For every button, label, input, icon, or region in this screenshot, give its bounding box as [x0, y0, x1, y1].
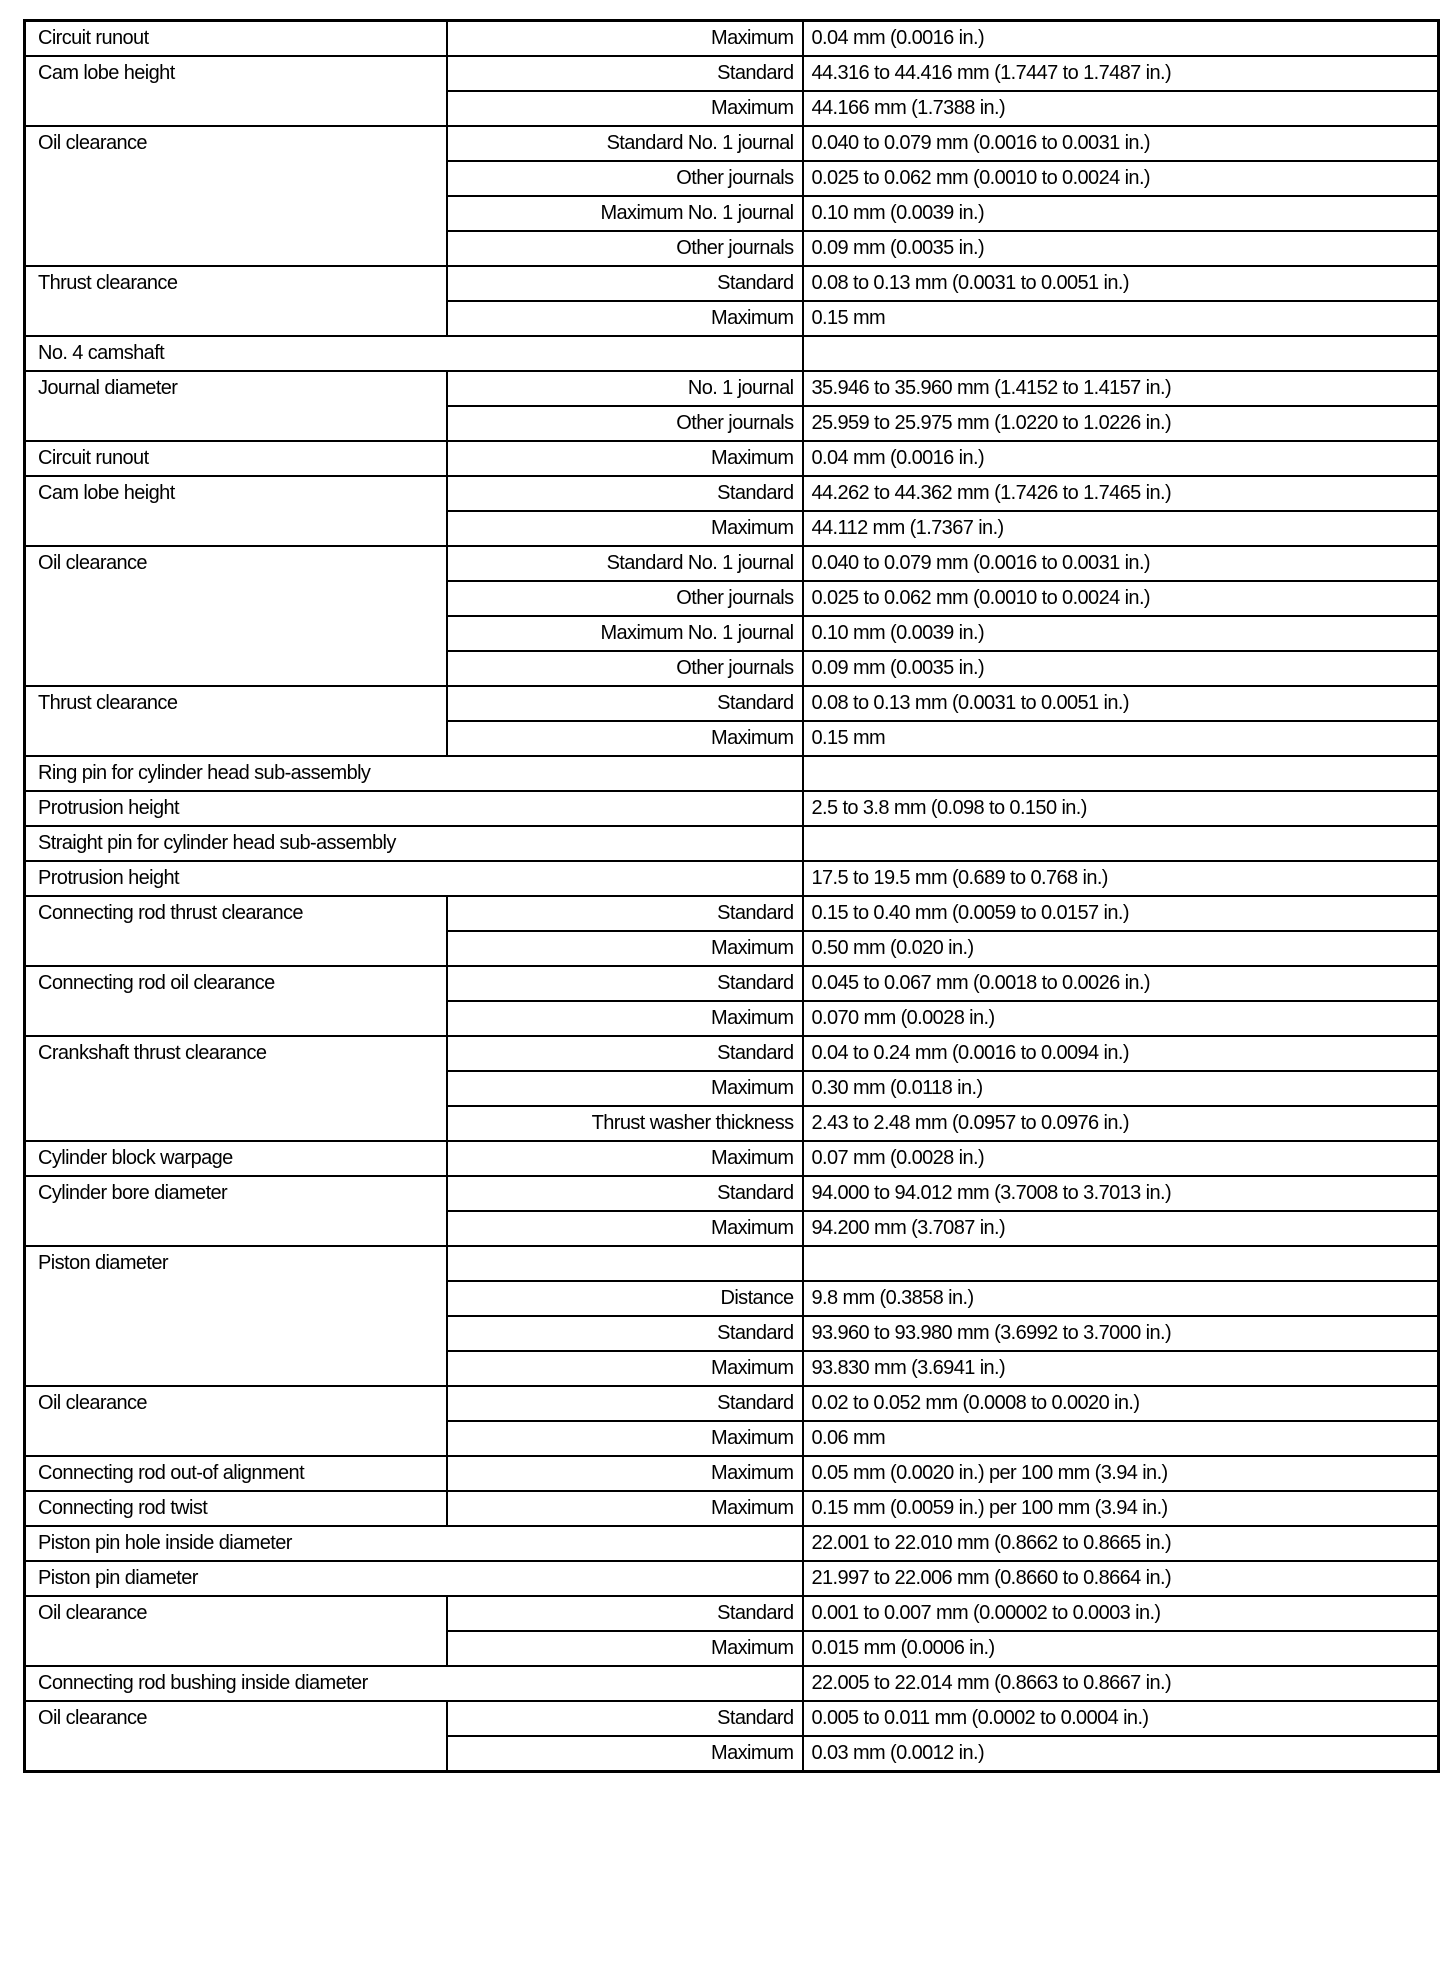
- spec-value: 0.001 to 0.007 mm (0.00002 to 0.0003 in.): [803, 1596, 1439, 1631]
- spec-value: 22.005 to 22.014 mm (0.8663 to 0.8667 in.): [803, 1666, 1439, 1701]
- spec-item-label: Cam lobe height: [25, 56, 447, 126]
- table-row: [25, 1561, 1439, 1596]
- spec-item-label: Piston diameter: [25, 1246, 447, 1386]
- spec-condition: Maximum: [447, 441, 803, 476]
- spec-value: 0.10 mm (0.0039 in.): [803, 616, 1439, 651]
- spec-value: 0.06 mm: [803, 1421, 1439, 1456]
- spec-condition: Standard: [447, 686, 803, 721]
- spec-condition: Standard No. 1 journal: [447, 546, 803, 581]
- spec-value: 0.03 mm (0.0012 in.): [803, 1736, 1439, 1772]
- spec-condition: Maximum: [447, 1421, 803, 1456]
- spec-value: 0.50 mm (0.020 in.): [803, 931, 1439, 966]
- spec-condition: Standard: [447, 266, 803, 301]
- table-row: [25, 336, 1439, 371]
- spec-value: 94.000 to 94.012 mm (3.7008 to 3.7013 in.): [803, 1176, 1439, 1211]
- table-row: [25, 56, 1439, 91]
- spec-item-label: Journal diameter: [25, 371, 447, 441]
- spec-value: 0.15 mm (0.0059 in.) per 100 mm (3.94 in.): [803, 1491, 1439, 1526]
- spec-condition: Other journals: [447, 231, 803, 266]
- table-row: [25, 1386, 1439, 1421]
- spec-value: 25.959 to 25.975 mm (1.0220 to 1.0226 in.): [803, 406, 1439, 441]
- spec-item-label: Cylinder bore diameter: [25, 1176, 447, 1246]
- table-row: [25, 1036, 1439, 1071]
- spec-item-label: Ring pin for cylinder head sub-assembly: [25, 756, 803, 791]
- spec-condition: Standard: [447, 1316, 803, 1351]
- spec-value: 0.05 mm (0.0020 in.) per 100 mm (3.94 in.): [803, 1456, 1439, 1491]
- spec-value: 44.166 mm (1.7388 in.): [803, 91, 1439, 126]
- spec-value: 0.02 to 0.052 mm (0.0008 to 0.0020 in.): [803, 1386, 1439, 1421]
- spec-value: 17.5 to 19.5 mm (0.689 to 0.768 in.): [803, 861, 1439, 896]
- spec-value: 0.08 to 0.13 mm (0.0031 to 0.0051 in.): [803, 266, 1439, 301]
- spec-item-label: Connecting rod thrust clearance: [25, 896, 447, 966]
- spec-condition: Maximum: [447, 721, 803, 756]
- spec-value: [803, 1246, 1439, 1281]
- spec-value: 93.960 to 93.980 mm (3.6992 to 3.7000 in.): [803, 1316, 1439, 1351]
- spec-item-label: Piston pin diameter: [25, 1561, 803, 1596]
- spec-value: 0.045 to 0.067 mm (0.0018 to 0.0026 in.): [803, 966, 1439, 1001]
- spec-condition: Standard: [447, 1596, 803, 1631]
- spec-item-label: Protrusion height: [25, 791, 803, 826]
- spec-value: 0.15 mm: [803, 301, 1439, 336]
- spec-value: 0.04 to 0.24 mm (0.0016 to 0.0094 in.): [803, 1036, 1439, 1071]
- spec-item-label: Oil clearance: [25, 1701, 447, 1772]
- spec-value: 0.07 mm (0.0028 in.): [803, 1141, 1439, 1176]
- spec-value: 0.08 to 0.13 mm (0.0031 to 0.0051 in.): [803, 686, 1439, 721]
- spec-condition: Other journals: [447, 161, 803, 196]
- spec-condition: Standard: [447, 476, 803, 511]
- spec-item-label: Thrust clearance: [25, 686, 447, 756]
- spec-value: 0.30 mm (0.0118 in.): [803, 1071, 1439, 1106]
- spec-value: 0.040 to 0.079 mm (0.0016 to 0.0031 in.): [803, 126, 1439, 161]
- spec-condition: Maximum: [447, 931, 803, 966]
- spec-condition: Standard: [447, 1386, 803, 1421]
- spec-condition: Maximum No. 1 journal: [447, 616, 803, 651]
- spec-condition: Maximum: [447, 1001, 803, 1036]
- spec-item-label: Circuit runout: [25, 21, 447, 57]
- spec-condition: Standard: [447, 1036, 803, 1071]
- spec-condition: Standard No. 1 journal: [447, 126, 803, 161]
- table-row: [25, 1526, 1439, 1561]
- spec-value: 2.5 to 3.8 mm (0.098 to 0.150 in.): [803, 791, 1439, 826]
- table-row: [25, 1701, 1439, 1736]
- spec-value: 44.262 to 44.362 mm (1.7426 to 1.7465 in.): [803, 476, 1439, 511]
- spec-condition: Maximum: [447, 91, 803, 126]
- spec-value: 0.025 to 0.062 mm (0.0010 to 0.0024 in.): [803, 161, 1439, 196]
- spec-item-label: Cam lobe height: [25, 476, 447, 546]
- spec-condition: Maximum: [447, 1631, 803, 1666]
- spec-condition: Maximum: [447, 1456, 803, 1491]
- spec-value: 9.8 mm (0.3858 in.): [803, 1281, 1439, 1316]
- spec-value: 35.946 to 35.960 mm (1.4152 to 1.4157 in.): [803, 371, 1439, 406]
- table-row: [25, 546, 1439, 581]
- spec-value: 94.200 mm (3.7087 in.): [803, 1211, 1439, 1246]
- spec-value: 0.04 mm (0.0016 in.): [803, 441, 1439, 476]
- table-row: [25, 966, 1439, 1001]
- spec-item-label: Piston pin hole inside diameter: [25, 1526, 803, 1561]
- spec-condition: Standard: [447, 966, 803, 1001]
- table-row: [25, 896, 1439, 931]
- spec-value: 0.040 to 0.079 mm (0.0016 to 0.0031 in.): [803, 546, 1439, 581]
- specification-table: [23, 19, 1440, 1773]
- spec-condition: Standard: [447, 1701, 803, 1736]
- table-row: [25, 1176, 1439, 1211]
- spec-item-label: Cylinder block warpage: [25, 1141, 447, 1176]
- table-row: [25, 126, 1439, 161]
- table-row: [25, 371, 1439, 406]
- table-row: [25, 791, 1439, 826]
- spec-item-label: Protrusion height: [25, 861, 803, 896]
- spec-condition: Maximum: [447, 21, 803, 57]
- spec-condition: Standard: [447, 56, 803, 91]
- table-row: [25, 21, 1439, 57]
- spec-condition: [447, 1246, 803, 1281]
- spec-condition: Maximum: [447, 1141, 803, 1176]
- spec-value: 0.025 to 0.062 mm (0.0010 to 0.0024 in.): [803, 581, 1439, 616]
- table-row: [25, 756, 1439, 791]
- spec-item-label: Thrust clearance: [25, 266, 447, 336]
- spec-condition: Thrust washer thickness: [447, 1106, 803, 1141]
- spec-value: 0.15 to 0.40 mm (0.0059 to 0.0157 in.): [803, 896, 1439, 931]
- spec-value: [803, 826, 1439, 861]
- spec-condition: Other journals: [447, 581, 803, 616]
- spec-item-label: Straight pin for cylinder head sub-assembly: [25, 826, 803, 861]
- spec-value: 44.112 mm (1.7367 in.): [803, 511, 1439, 546]
- table-row: [25, 266, 1439, 301]
- table-row: [25, 1596, 1439, 1631]
- table-row: [25, 1246, 1439, 1281]
- table-row: [25, 1456, 1439, 1491]
- spec-item-label: No. 4 camshaft: [25, 336, 803, 371]
- spec-value: 93.830 mm (3.6941 in.): [803, 1351, 1439, 1386]
- spec-value: 0.15 mm: [803, 721, 1439, 756]
- specification-table-body: [25, 21, 1439, 1772]
- spec-value: 0.09 mm (0.0035 in.): [803, 651, 1439, 686]
- spec-item-label: Circuit runout: [25, 441, 447, 476]
- spec-condition: Standard: [447, 1176, 803, 1211]
- spec-item-label: Oil clearance: [25, 1386, 447, 1456]
- spec-item-label: Oil clearance: [25, 1596, 447, 1666]
- spec-condition: Maximum: [447, 511, 803, 546]
- spec-condition: Maximum: [447, 301, 803, 336]
- spec-condition: Maximum: [447, 1491, 803, 1526]
- spec-value: [803, 336, 1439, 371]
- spec-item-label: Connecting rod oil clearance: [25, 966, 447, 1036]
- spec-condition: Maximum: [447, 1211, 803, 1246]
- spec-condition: Other journals: [447, 651, 803, 686]
- spec-condition: Other journals: [447, 406, 803, 441]
- spec-condition: Maximum No. 1 journal: [447, 196, 803, 231]
- spec-value: 0.005 to 0.011 mm (0.0002 to 0.0004 in.): [803, 1701, 1439, 1736]
- spec-condition: Standard: [447, 896, 803, 931]
- spec-condition: Maximum: [447, 1071, 803, 1106]
- table-row: [25, 826, 1439, 861]
- spec-value: 0.10 mm (0.0039 in.): [803, 196, 1439, 231]
- table-row: [25, 686, 1439, 721]
- spec-item-label: Connecting rod twist: [25, 1491, 447, 1526]
- table-row: [25, 1666, 1439, 1701]
- spec-item-label: Oil clearance: [25, 546, 447, 686]
- spec-value: 44.316 to 44.416 mm (1.7447 to 1.7487 in.): [803, 56, 1439, 91]
- spec-value: 21.997 to 22.006 mm (0.8660 to 0.8664 in.): [803, 1561, 1439, 1596]
- spec-value: 0.015 mm (0.0006 in.): [803, 1631, 1439, 1666]
- spec-value: 0.070 mm (0.0028 in.): [803, 1001, 1439, 1036]
- spec-value: 0.09 mm (0.0035 in.): [803, 231, 1439, 266]
- spec-item-label: Connecting rod bushing inside diameter: [25, 1666, 803, 1701]
- table-row: [25, 476, 1439, 511]
- spec-item-label: Connecting rod out-of alignment: [25, 1456, 447, 1491]
- spec-value: 22.001 to 22.010 mm (0.8662 to 0.8665 in.): [803, 1526, 1439, 1561]
- table-row: [25, 441, 1439, 476]
- spec-condition: Distance: [447, 1281, 803, 1316]
- spec-item-label: Oil clearance: [25, 126, 447, 266]
- spec-condition: Maximum: [447, 1736, 803, 1772]
- table-row: [25, 1491, 1439, 1526]
- spec-value: 2.43 to 2.48 mm (0.0957 to 0.0976 in.): [803, 1106, 1439, 1141]
- spec-item-label: Crankshaft thrust clearance: [25, 1036, 447, 1141]
- spec-value: 0.04 mm (0.0016 in.): [803, 21, 1439, 57]
- spec-condition: No. 1 journal: [447, 371, 803, 406]
- spec-value: [803, 756, 1439, 791]
- table-row: [25, 861, 1439, 896]
- table-row: [25, 1141, 1439, 1176]
- spec-condition: Maximum: [447, 1351, 803, 1386]
